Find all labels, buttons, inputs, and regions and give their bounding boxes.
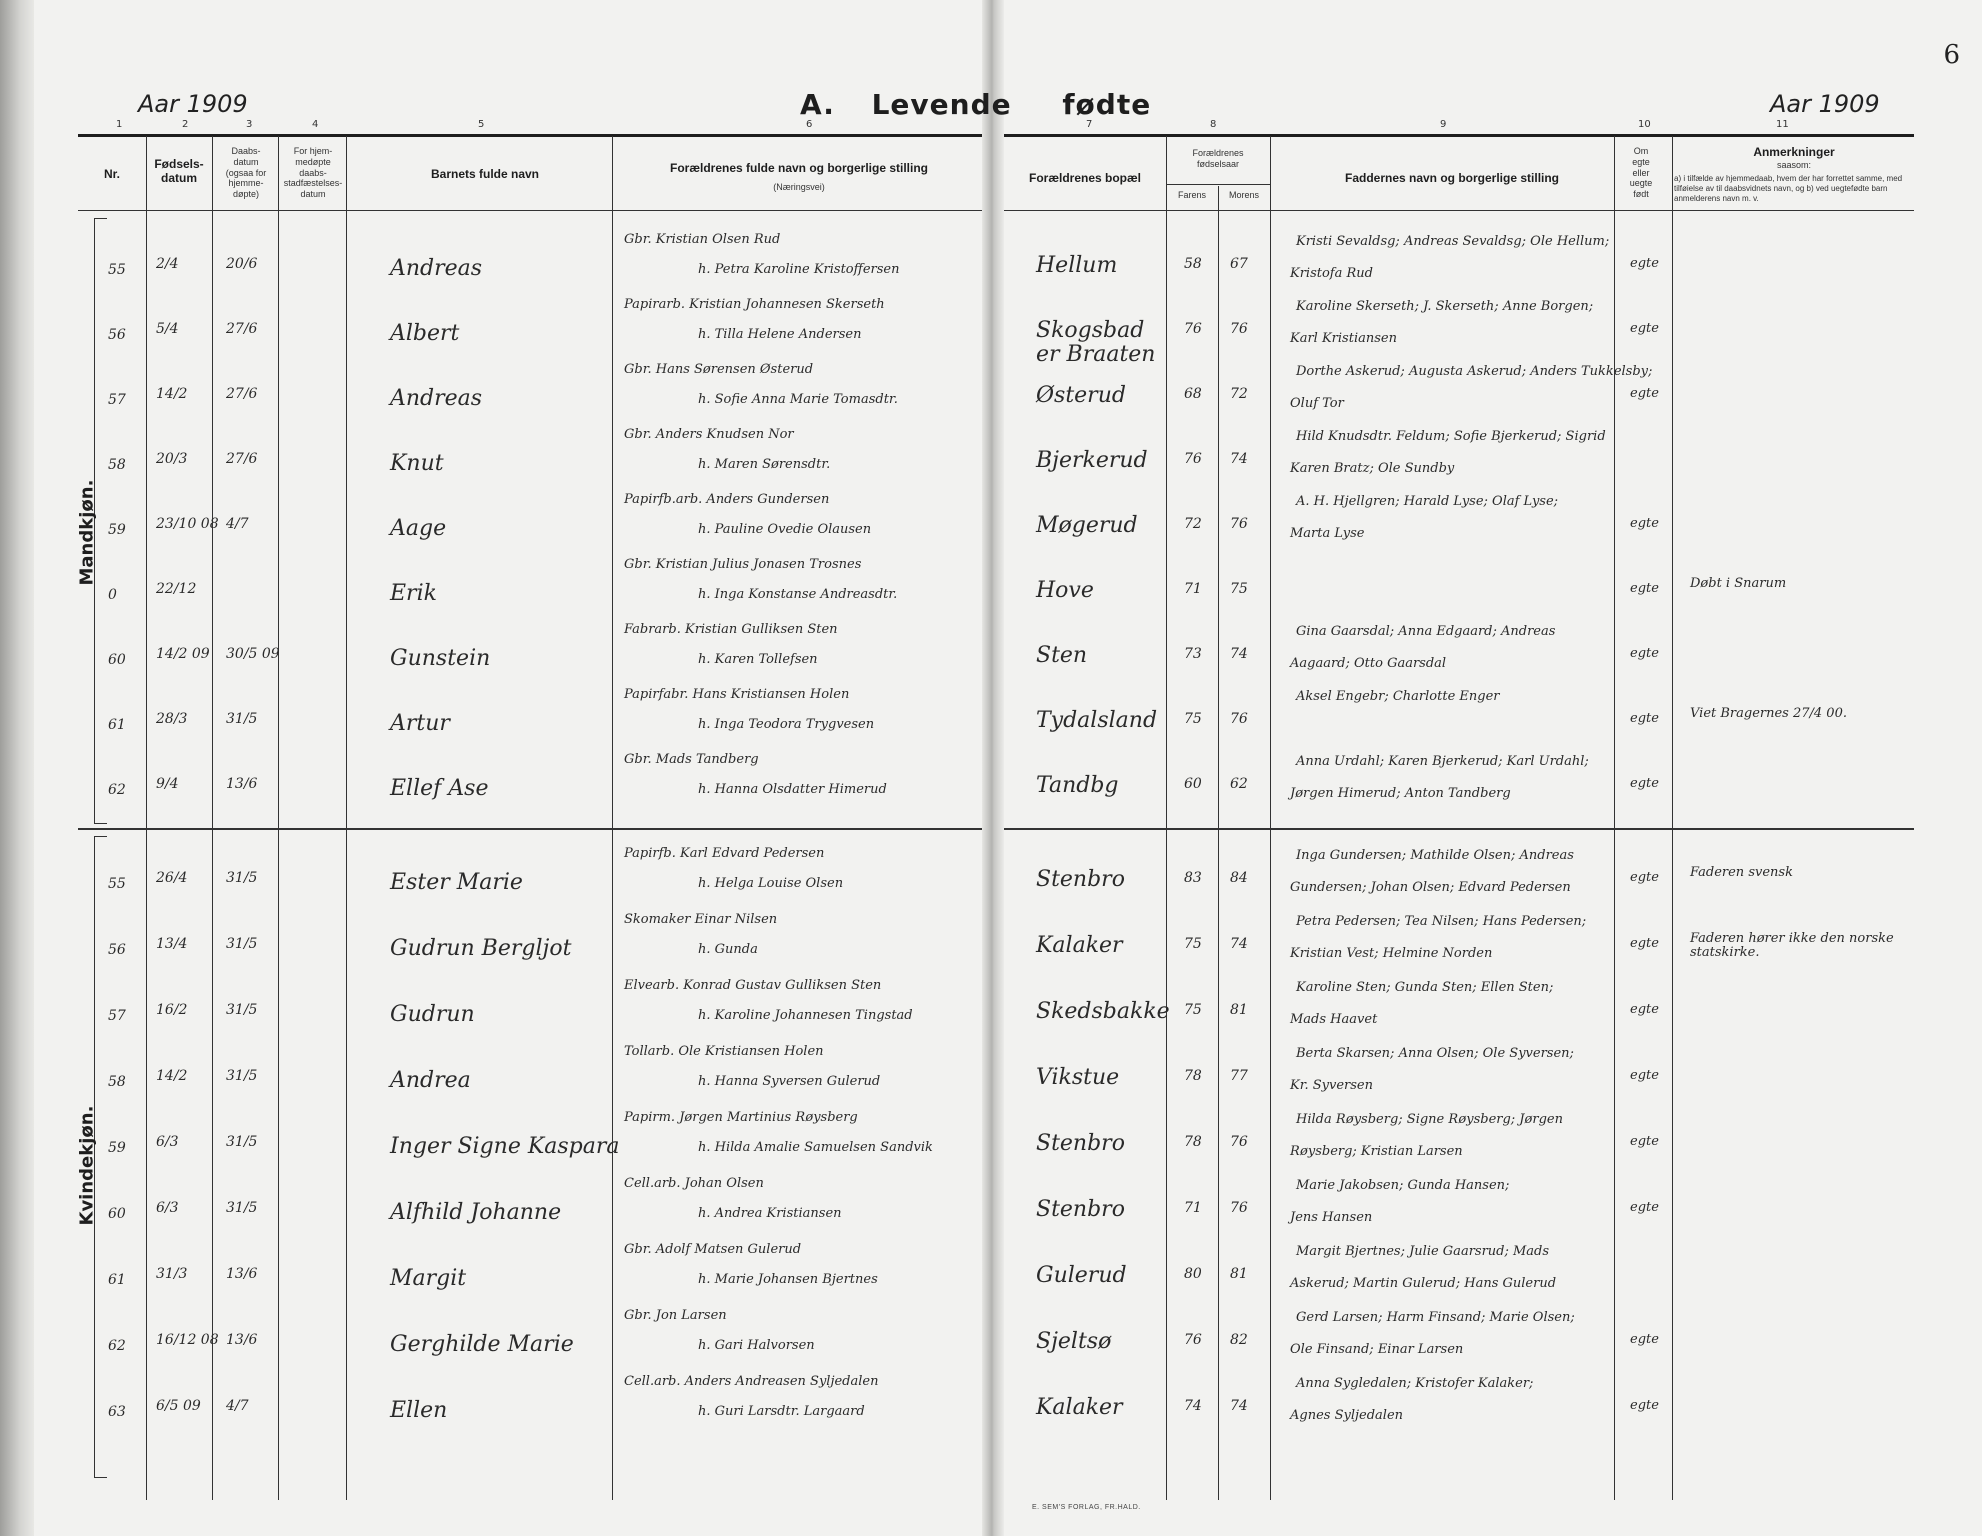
entry-mor: h. Hilda Amalie Samuelsen Sandvik: [698, 1140, 933, 1155]
col-rule: [612, 136, 613, 1500]
column-number: 5: [478, 119, 485, 130]
entry-ma: 74: [1230, 936, 1248, 952]
entry-fadder1: Hilda Røysberg; Signe Røysberg; Jørgen: [1296, 1112, 1563, 1127]
entry-ma: 74: [1230, 646, 1248, 662]
column-number: 10: [1638, 119, 1651, 130]
book-edge: [0, 0, 34, 1536]
entry-dopt: 31/5: [226, 936, 258, 952]
entry-bopel: Østerud: [1036, 383, 1126, 408]
col-rule: [1218, 186, 1219, 1500]
entry-fodt: 26/4: [156, 870, 188, 886]
title-word-fodte: fødte: [1062, 88, 1152, 121]
entry-far: Gbr. Anders Knudsen Nor: [624, 427, 794, 442]
entry-ma: 81: [1230, 1002, 1248, 1018]
col-rule: [212, 136, 213, 1500]
entry-fadder1: Aksel Engebr; Charlotte Enger: [1296, 689, 1500, 704]
entry-mor: h. Marie Johansen Bjertnes: [698, 1272, 878, 1287]
entry-fadder2: Mads Haavet: [1290, 1012, 1378, 1027]
entry-bopel: Skogsbad er Braaten: [1036, 318, 1156, 368]
entry-fadder2: Kr. Syversen: [1290, 1078, 1374, 1093]
column-number: 3: [246, 119, 253, 130]
entry-fadder1: Margit Bjertnes; Julie Gaarsrud; Mads: [1296, 1244, 1550, 1259]
fodselsaar-split: [1166, 184, 1270, 185]
entry-navn: Aage: [390, 516, 447, 541]
entry-fa: 60: [1184, 776, 1202, 792]
entry-fodt: 6/3: [156, 1200, 179, 1216]
top-rule-right: [1004, 134, 1914, 137]
entry-ma: 76: [1230, 321, 1248, 337]
entry-nr: 57: [108, 392, 126, 408]
entry-ma: 82: [1230, 1332, 1248, 1348]
header-anmerkninger: Anmerkninger: [1753, 145, 1835, 159]
entry-dopt: 31/5: [226, 711, 258, 727]
entry-fadder1: Marie Jakobsen; Gunda Hansen;: [1296, 1178, 1510, 1193]
entry-ma: 67: [1230, 256, 1248, 272]
printer-stamp: E. SEM'S FORLAG, FR.HALD.: [1032, 1504, 1141, 1511]
entry-fadder2: Kristofa Rud: [1290, 266, 1373, 281]
entry-navn: Margit: [390, 1266, 467, 1291]
entry-nr: 62: [108, 1338, 126, 1354]
entry-bopel: Kalaker: [1036, 1395, 1123, 1420]
entry-fa: 71: [1184, 581, 1202, 597]
entry-fodt: 16/2: [156, 1002, 188, 1018]
entry-far: Gbr. Hans Sørensen Østerud: [624, 362, 814, 377]
entry-fadder1: Anna Sygledalen; Kristofer Kalaker;: [1296, 1376, 1534, 1391]
entry-fa: 72: [1184, 516, 1202, 532]
entry-far: Gbr. Kristian Julius Jonasen Trosnes: [624, 557, 862, 572]
entry-fa: 76: [1184, 451, 1202, 467]
entry-nr: 60: [108, 652, 126, 668]
entry-bopel: Sjeltsø: [1036, 1329, 1112, 1354]
entry-fa: 78: [1184, 1068, 1202, 1084]
entry-dopt: 4/7: [226, 1398, 249, 1414]
entry-egte: egte: [1630, 581, 1659, 596]
entry-ma: 76: [1230, 711, 1248, 727]
entry-anm: Viet Bragernes 27/4 00.: [1690, 706, 1847, 721]
entry-mor: h. Pauline Ovedie Olausen: [698, 522, 872, 537]
entry-nr: 56: [108, 942, 126, 958]
header-saasom: saasom:: [1776, 160, 1811, 170]
entry-dopt: 31/5: [226, 1068, 258, 1084]
column-number: 6: [806, 119, 813, 130]
entry-navn: Andreas: [390, 386, 483, 411]
entry-fodt: 14/2: [156, 386, 188, 402]
entry-far: Gbr. Adolf Matsen Gulerud: [624, 1242, 802, 1257]
col-rule: [346, 136, 347, 1500]
entry-fadder1: A. H. Hjellgren; Harald Lyse; Olaf Lyse;: [1296, 494, 1559, 509]
entry-dopt: 27/6: [226, 321, 258, 337]
entry-nr: 62: [108, 782, 126, 798]
entry-far: Skomaker Einar Nilsen: [624, 912, 778, 927]
entry-nr: 55: [108, 876, 126, 892]
entry-egte: egte: [1630, 1002, 1659, 1017]
title-word-levende: Levende: [871, 88, 1012, 121]
entry-ma: 75: [1230, 581, 1248, 597]
entry-dopt: 31/5: [226, 1002, 258, 1018]
entry-dopt: 31/5: [226, 1200, 258, 1216]
entry-fadder2: Oluf Tor: [1290, 396, 1344, 411]
section-label-male: Mandkjøn.: [76, 479, 98, 586]
column-number: 2: [182, 119, 189, 130]
entry-navn: Ellef Ase: [390, 776, 489, 801]
entry-egte: egte: [1630, 516, 1659, 531]
entry-bopel: Sten: [1036, 643, 1088, 668]
column-number: 1: [116, 119, 123, 130]
entry-fadder1: Karoline Skerseth; J. Skerseth; Anne Borgen;: [1296, 299, 1594, 314]
entry-fodt: 31/3: [156, 1266, 188, 1282]
entry-far: Cell.arb. Anders Andreasen Syljedalen: [624, 1374, 879, 1389]
page-title: [800, 88, 1151, 121]
entry-fodt: 16/12 08: [156, 1332, 219, 1348]
entry-nr: 58: [108, 1074, 126, 1090]
entry-mor: h. Guri Larsdtr. Largaard: [698, 1404, 865, 1419]
entry-egte: egte: [1630, 711, 1659, 726]
entry-nr: 56: [108, 327, 126, 343]
entry-mor: h. Karoline Johannesen Tingstad: [698, 1008, 913, 1023]
col-rule: [1270, 136, 1271, 1500]
header-anm-text: a) i tilfælde av hjemmedaab, hvem der har forrettet samme, med tilføielse av til daabsvidnets navn, og b) ved uegtefødte barn anmelderens navn m. v.: [1674, 174, 1903, 203]
entry-far: Tollarb. Ole Kristiansen Holen: [624, 1044, 824, 1059]
header-bopael: Forældrenes bopæl: [1028, 171, 1141, 185]
entry-far: Papirfabr. Hans Kristiansen Holen: [624, 687, 850, 702]
entry-navn: Andreas: [390, 256, 483, 281]
header-rule-right: [1004, 210, 1914, 211]
entry-dopt: 13/6: [226, 776, 258, 792]
entry-navn: Gerghilde Marie: [390, 1332, 574, 1357]
header-egte: Om egte eller uegte født: [1629, 146, 1653, 200]
entry-fadder1: Gerd Larsen; Harm Finsand; Marie Olsen;: [1296, 1310, 1575, 1325]
entry-fadder1: Karoline Sten; Gunda Sten; Ellen Sten;: [1296, 980, 1554, 995]
entry-dopt: 31/5: [226, 870, 258, 886]
entry-mor: h. Hanna Olsdatter Himerud: [698, 782, 887, 797]
entry-mor: h. Gunda: [698, 942, 758, 957]
entry-bopel: Stenbro: [1036, 1131, 1125, 1156]
entry-navn: Andrea: [390, 1068, 471, 1093]
entry-egte: egte: [1630, 256, 1659, 271]
year-left: Aar 1909: [138, 90, 248, 118]
entry-egte: egte: [1630, 1398, 1659, 1413]
entry-nr: 0: [108, 587, 117, 603]
entry-fa: 80: [1184, 1266, 1202, 1282]
entry-far: Papirarb. Kristian Johannesen Skerseth: [624, 297, 885, 312]
header-faddere: Faddernes navn og borgerlige stilling: [1344, 171, 1560, 185]
entry-bopel: Gulerud: [1036, 1263, 1127, 1288]
entry-ma: 74: [1230, 451, 1248, 467]
entry-fodt: 23/10 08: [156, 516, 219, 532]
entry-dopt: 4/7: [226, 516, 249, 532]
page-number: 6: [1943, 40, 1960, 70]
entry-fadder1: Gina Gaarsdal; Anna Edgaard; Andreas: [1296, 624, 1556, 639]
entry-far: Gbr. Jon Larsen: [624, 1308, 727, 1323]
entry-dopt: 27/6: [226, 386, 258, 402]
header-naeringsvei: (Næringsvei): [773, 182, 825, 192]
entry-egte: egte: [1630, 646, 1659, 661]
entry-far: Fabrarb. Kristian Gulliksen Sten: [624, 622, 838, 637]
entry-fadder2: Jørgen Himerud; Anton Tandberg: [1290, 786, 1511, 801]
column-number: 9: [1440, 119, 1447, 130]
entry-egte: egte: [1630, 1134, 1659, 1149]
entry-ma: 72: [1230, 386, 1248, 402]
entry-fodt: 9/4: [156, 776, 179, 792]
section-label-female: Kvindekjøn.: [76, 1105, 98, 1226]
entry-fadder1: Hild Knudsdtr. Feldum; Sofie Bjerkerud; Sigrid: [1296, 429, 1606, 444]
entry-far: Papirfb.arb. Anders Gundersen: [624, 492, 830, 507]
entry-navn: Inger Signe Kaspara: [390, 1134, 620, 1159]
entry-mor: h. Petra Karoline Kristoffersen: [698, 262, 900, 277]
entry-fodt: 2/4: [156, 256, 179, 272]
entry-bopel: Bjerkerud: [1036, 448, 1148, 473]
entry-mor: h. Maren Sørensdtr.: [698, 457, 831, 472]
entry-mor: h. Tilla Helene Andersen: [698, 327, 862, 342]
entry-nr: 57: [108, 1008, 126, 1024]
entry-bopel: Tandbg: [1036, 773, 1119, 798]
entry-mor: h. Inga Teodora Trygvesen: [698, 717, 875, 732]
entry-fa: 78: [1184, 1134, 1202, 1150]
entry-anm: Faderen svensk: [1690, 865, 1793, 880]
entry-bopel: Kalaker: [1036, 933, 1123, 958]
column-number: 11: [1776, 119, 1789, 130]
header-fodselsdatum: Fødsels- datum: [154, 157, 204, 185]
entry-navn: Alfhild Johanne: [390, 1200, 562, 1225]
entry-fadder2: Kristian Vest; Helmine Norden: [1290, 946, 1493, 961]
year-right: Aar 1909: [1770, 90, 1880, 118]
entry-fadder1: Petra Pedersen; Tea Nilsen; Hans Pedersen;: [1296, 914, 1587, 929]
entry-nr: 59: [108, 522, 126, 538]
entry-fadder2: Ole Finsand; Einar Larsen: [1290, 1342, 1464, 1357]
entry-egte: egte: [1630, 386, 1659, 401]
entry-ma: 76: [1230, 1134, 1248, 1150]
entry-fa: 75: [1184, 1002, 1202, 1018]
entry-fa: 68: [1184, 386, 1202, 402]
entry-fodt: 6/5 09: [156, 1398, 201, 1414]
entry-far: Gbr. Mads Tandberg: [624, 752, 759, 767]
entry-fadder2: Marta Lyse: [1290, 526, 1365, 541]
entry-fa: 74: [1184, 1398, 1202, 1414]
entry-dopt: 13/6: [226, 1266, 258, 1282]
entry-navn: Erik: [390, 581, 437, 606]
entry-fadder2: Aagaard; Otto Gaarsdal: [1290, 656, 1447, 671]
top-rule-left: [78, 134, 982, 137]
entry-mor: h. Gari Halvorsen: [698, 1338, 815, 1353]
entry-mor: h. Sofie Anna Marie Tomasdtr.: [698, 392, 898, 407]
col-rule: [1672, 136, 1673, 1500]
page-gutter: [982, 0, 1004, 1536]
header-barnets-navn: Barnets fulde navn: [430, 167, 540, 181]
entry-fodt: 20/3: [156, 451, 188, 467]
header-foreldre: Forældrenes fulde navn og borgerlige stilling: [669, 161, 929, 175]
entry-dopt: 27/6: [226, 451, 258, 467]
entry-fa: 83: [1184, 870, 1202, 886]
column-number: 8: [1210, 119, 1217, 130]
entry-fadder2: Agnes Syljedalen: [1290, 1408, 1404, 1423]
entry-nr: 58: [108, 457, 126, 473]
entry-fodt: 14/2 09: [156, 646, 210, 662]
section-divider-left: [78, 828, 982, 830]
entry-bopel: Stenbro: [1036, 1197, 1125, 1222]
entry-fadder2: Karen Bratz; Ole Sundby: [1290, 461, 1455, 476]
entry-nr: 61: [108, 1272, 126, 1288]
entry-far: Elvearb. Konrad Gustav Gulliksen Sten: [624, 978, 882, 993]
entry-dopt: 31/5: [226, 1134, 258, 1150]
entry-fodt: 13/4: [156, 936, 188, 952]
entry-egte: egte: [1630, 321, 1659, 336]
entry-fadder2: Karl Kristiansen: [1290, 331, 1397, 346]
header-rule-left: [78, 210, 982, 211]
column-number: 4: [312, 119, 319, 130]
entry-egte: egte: [1630, 870, 1659, 885]
entry-dopt: 20/6: [226, 256, 258, 272]
header-nr: Nr.: [103, 167, 120, 181]
entry-bopel: Møgerud: [1036, 513, 1138, 538]
entry-navn: Gudrun Bergljot: [390, 936, 572, 961]
entry-dopt: 13/6: [226, 1332, 258, 1348]
entry-navn: Albert: [390, 321, 460, 346]
header-fodselsaar: Forældrenes fødselsaar: [1192, 148, 1244, 169]
entry-mor: h. Andrea Kristiansen: [698, 1206, 842, 1221]
entry-nr: 59: [108, 1140, 126, 1156]
entry-navn: Ellen: [390, 1398, 448, 1423]
section-divider-right: [1004, 828, 1914, 830]
entry-fa: 75: [1184, 936, 1202, 952]
entry-navn: Knut: [390, 451, 444, 476]
title-letter: A.: [800, 88, 835, 121]
entry-fa: 58: [1184, 256, 1202, 272]
header-farens: Farens: [1177, 190, 1206, 200]
entry-fodt: 28/3: [156, 711, 188, 727]
entry-ma: 84: [1230, 870, 1248, 886]
entry-ma: 76: [1230, 516, 1248, 532]
entry-navn: Ester Marie: [390, 870, 523, 895]
entry-fadder2: Røysberg; Kristian Larsen: [1290, 1144, 1463, 1159]
entry-egte: egte: [1630, 776, 1659, 791]
header-daabsdatum: Daabs- datum (ogsaa for hjemme- døpte): [225, 146, 267, 200]
entry-bopel: Tydalsland: [1036, 708, 1158, 733]
col-rule: [146, 136, 147, 1500]
entry-anm: Faderen hører ikke den norske statskirke.: [1690, 931, 1894, 961]
entry-bopel: Hellum: [1036, 253, 1118, 278]
entry-ma: 74: [1230, 1398, 1248, 1414]
entry-ma: 76: [1230, 1200, 1248, 1216]
column-number: 7: [1086, 119, 1093, 130]
entry-far: Papirfb. Karl Edvard Pedersen: [624, 846, 825, 861]
entry-fa: 76: [1184, 1332, 1202, 1348]
entry-navn: Gunstein: [390, 646, 491, 671]
entry-navn: Artur: [390, 711, 450, 736]
entry-fa: 73: [1184, 646, 1202, 662]
entry-fa: 71: [1184, 1200, 1202, 1216]
entry-nr: 63: [108, 1404, 126, 1420]
entry-egte: egte: [1630, 1068, 1659, 1083]
entry-fa: 76: [1184, 321, 1202, 337]
entry-mor: h. Helga Louise Olsen: [698, 876, 844, 891]
entry-far: Cell.arb. Johan Olsen: [624, 1176, 764, 1191]
entry-bopel: Stenbro: [1036, 867, 1125, 892]
entry-fadder1: Inga Gundersen; Mathilde Olsen; Andreas: [1296, 848, 1574, 863]
header-morens: Morens: [1228, 190, 1259, 200]
entry-ma: 81: [1230, 1266, 1248, 1282]
entry-fadder2: Jens Hansen: [1290, 1210, 1373, 1225]
entry-egte: egte: [1630, 1200, 1659, 1215]
entry-far: Gbr. Kristian Olsen Rud: [624, 232, 781, 247]
entry-mor: h. Inga Konstanse Andreasdtr.: [698, 587, 898, 602]
entry-nr: 60: [108, 1206, 126, 1222]
entry-fadder1: Kristi Sevaldsg; Andreas Sevaldsg; Ole Hellum;: [1296, 234, 1610, 249]
entry-bopel: Skedsbakke: [1036, 999, 1170, 1024]
entry-ma: 62: [1230, 776, 1248, 792]
entry-anm: Døbt i Snarum: [1690, 576, 1787, 591]
entry-fadder1: Dorthe Askerud; Augusta Askerud; Anders Tukkelsby;: [1296, 364, 1653, 379]
entry-bopel: Hove: [1036, 578, 1094, 603]
entry-fodt: 22/12: [156, 581, 197, 597]
entry-mor: h. Karen Tollefsen: [698, 652, 818, 667]
entry-nr: 61: [108, 717, 126, 733]
entry-navn: Gudrun: [390, 1002, 475, 1027]
entry-ma: 77: [1230, 1068, 1248, 1084]
entry-fadder1: Anna Urdahl; Karen Bjerkerud; Karl Urdahl;: [1296, 754, 1589, 769]
entry-fodt: 5/4: [156, 321, 179, 337]
entry-fadder1: Berta Skarsen; Anna Olsen; Ole Syversen;: [1296, 1046, 1574, 1061]
col-rule: [1614, 136, 1615, 1500]
entry-mor: h. Hanna Syversen Gulerud: [698, 1074, 881, 1089]
entry-nr: 55: [108, 262, 126, 278]
entry-far: Papirm. Jørgen Martinius Røysberg: [624, 1110, 858, 1125]
entry-fadder2: Gundersen; Johan Olsen; Edvard Pedersen: [1290, 880, 1571, 895]
entry-fodt: 14/2: [156, 1068, 188, 1084]
entry-egte: egte: [1630, 1332, 1659, 1347]
col-rule: [278, 136, 279, 1500]
entry-fodt: 6/3: [156, 1134, 179, 1150]
header-hjemmedopte: For hjem- medøpte daabs- stadfæstelses- datum: [283, 146, 343, 200]
entry-fa: 75: [1184, 711, 1202, 727]
entry-fadder2: Askerud; Martin Gulerud; Hans Gulerud: [1290, 1276, 1557, 1291]
entry-dopt: 30/5 09: [226, 646, 280, 662]
entry-egte: egte: [1630, 936, 1659, 951]
entry-bopel: Vikstue: [1036, 1065, 1120, 1090]
col-rule: [1166, 136, 1167, 1500]
